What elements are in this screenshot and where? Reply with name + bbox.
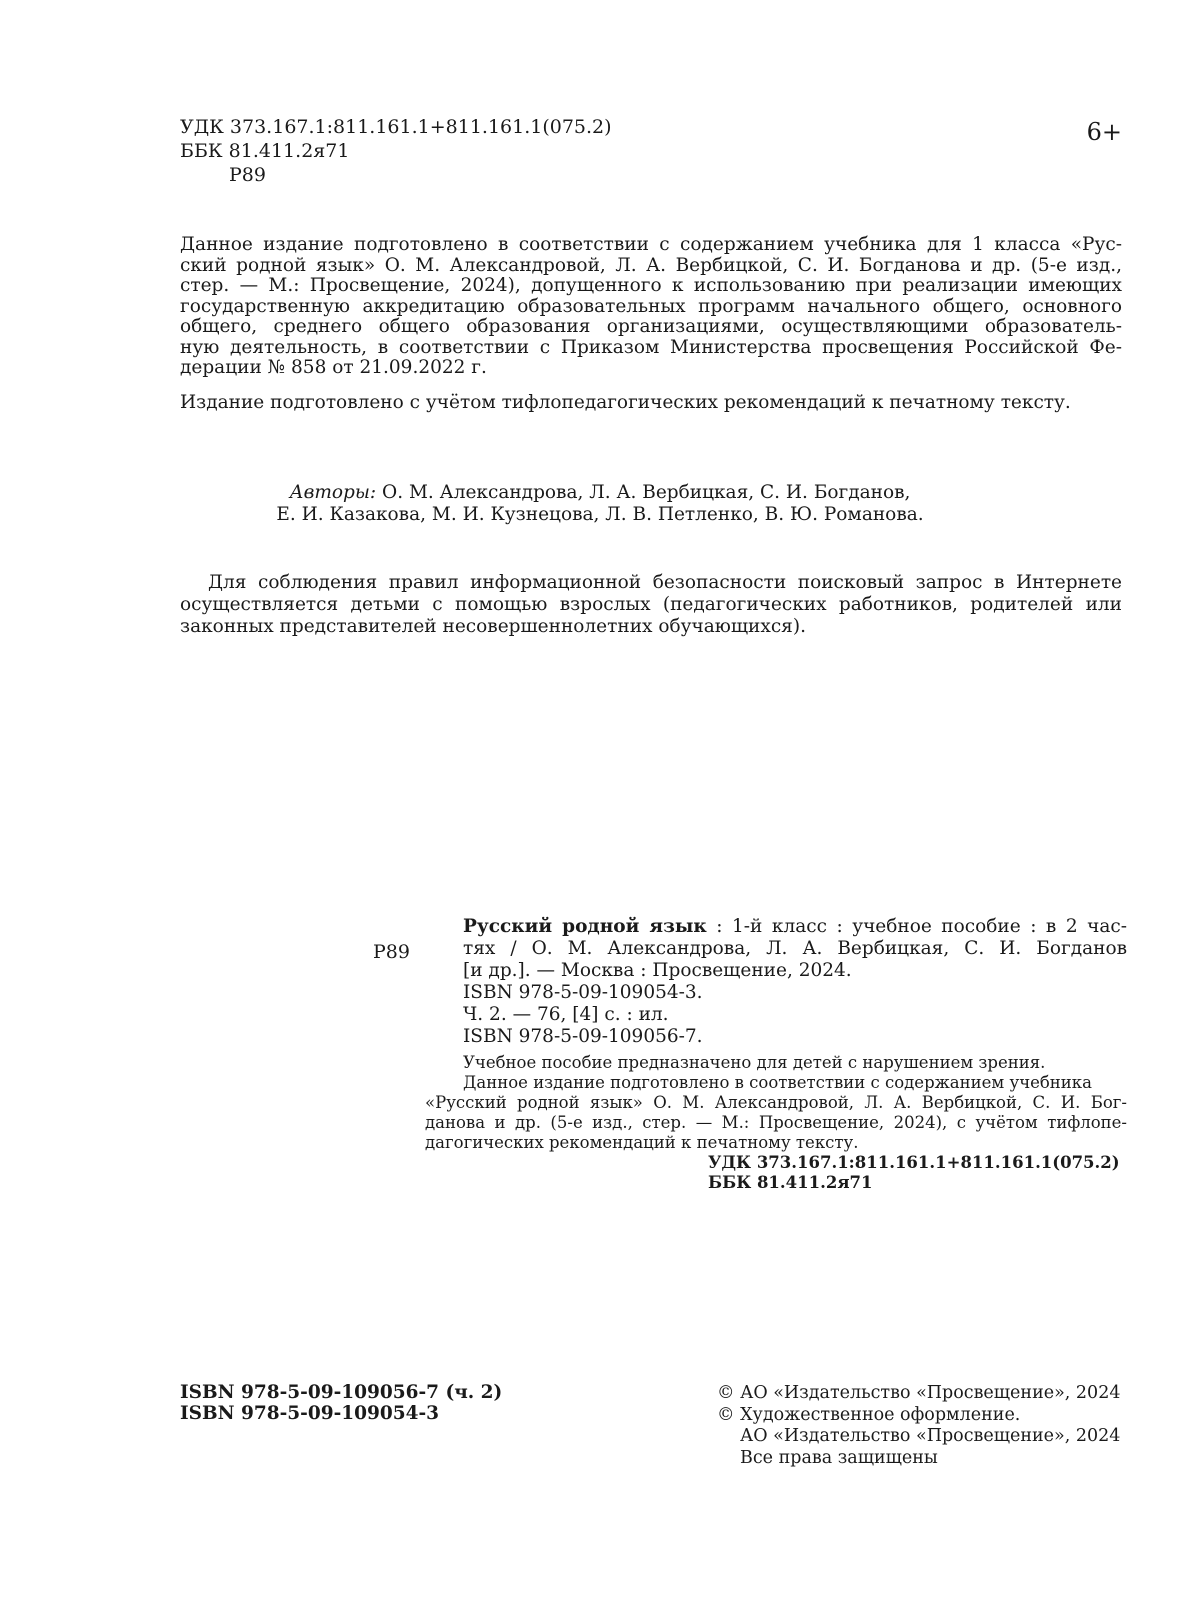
card-bbk: ББК 81.411.2я71 bbox=[708, 1173, 873, 1192]
intro-line: дерации № 858 от 21.09.2022 г. bbox=[180, 357, 487, 378]
authors-block bbox=[0, 482, 1200, 526]
isbn-block bbox=[180, 1382, 502, 1424]
udk-code: УДК 373.167.1:811.161.1+811.161.1(075.2) bbox=[180, 116, 612, 138]
intro-paragraph bbox=[180, 234, 1122, 378]
card-udk: УДК 373.167.1:811.161.1+811.161.1(075.2) bbox=[708, 1153, 1120, 1172]
copyright-block bbox=[717, 1383, 1120, 1469]
copyright-line: © АО «Издательство «Просвещение», 2024 bbox=[717, 1383, 1121, 1403]
copyright-line: АО «Издательство «Просвещение», 2024 bbox=[740, 1426, 1121, 1446]
isbn-set-line: ISBN 978-5-09-109054-3 bbox=[180, 1403, 440, 1424]
intro-line: стер. — М.: Просвещение, 2024), допущенного к использованию при реализации имеющих bbox=[180, 275, 1122, 296]
author-mark: Р89 bbox=[229, 164, 266, 186]
card-annotation-line: данова и др. (5-е изд., стер. — М.: Просвещение, 2024), с учётом тифлопе- bbox=[425, 1113, 1127, 1132]
card-body bbox=[425, 916, 1127, 1193]
card-isbn-set: ISBN 978-5-09-109054-3. bbox=[463, 982, 703, 1003]
safety-line: Для соблюдения правил информационной безопасности поисковый запрос в Интернете bbox=[208, 572, 1122, 593]
tiflo-note: Издание подготовлено с учётом тифлопедагогических рекомендаций к печатному тексту. bbox=[180, 392, 1071, 413]
copyright-line: © Художественное оформление. bbox=[717, 1404, 1021, 1425]
copyright-line: Все права защищены bbox=[740, 1447, 938, 1468]
card-author-mark: Р89 bbox=[373, 941, 410, 963]
card-annotation-line: Учебное пособие предназначено для детей с нарушением зрения. bbox=[463, 1053, 1046, 1072]
isbn-part-line: ISBN 978-5-09-109056-7 (ч. 2) bbox=[180, 1382, 503, 1403]
age-rating: 6+ bbox=[1086, 118, 1122, 146]
card-part: Ч. 2. — 76, [4] с. : ил. bbox=[463, 1004, 669, 1025]
intro-line: ский родной язык» О. М. Александровой, Л. А. Вербицкой, С. И. Богданова и др. (5-е изд., bbox=[180, 254, 1122, 276]
safety-notice bbox=[180, 572, 1122, 638]
intro-line: ную деятельность, в соответствии с Приказом Министерства просвещения Российской Фе- bbox=[180, 336, 1122, 358]
card-annotation-line: Данное издание подготовлено в соответствии с содержанием учебника bbox=[463, 1073, 1092, 1092]
authors-line-1: О. М. Александрова, Л. А. Вербицкая, С. И. Богданов, bbox=[376, 482, 911, 503]
card-annotation-line: дагогических рекомендаций к печатному тексту. bbox=[425, 1133, 859, 1152]
intro-line: Данное издание подготовлено в соответствии с содержанием учебника для 1 класса «Рус- bbox=[180, 234, 1122, 255]
authors-label: Авторы: bbox=[289, 482, 377, 503]
card-title-rest: : 1-й класс : учебное пособие : в 2 час- bbox=[706, 916, 1127, 937]
safety-line: осуществляется детьми с помощью взрослых (педагогических работников, родителей или bbox=[180, 594, 1122, 615]
authors-line-2: Е. И. Казакова, М. И. Кузнецова, Л. В. Петленко, В. Ю. Романова. bbox=[276, 504, 924, 525]
card-annotation-line: «Русский родной язык» О. М. Александровой, Л. А. Вербицкой, С. И. Бог- bbox=[425, 1093, 1127, 1112]
card-line: тях / О. М. Александрова, Л. А. Вербицкая, С. И. Богданов bbox=[463, 938, 1127, 959]
card-line: [и др.]. — Москва : Просвещение, 2024. bbox=[463, 960, 852, 981]
intro-line: общего, среднего общего образования организациями, осуществляющими образователь- bbox=[180, 316, 1122, 337]
card-title: Русский родной язык bbox=[463, 916, 707, 937]
classification-codes bbox=[180, 117, 612, 189]
card-isbn-part: ISBN 978-5-09-109056-7. bbox=[463, 1026, 703, 1047]
card-title-line bbox=[463, 916, 1127, 938]
intro-line: государственную аккредитацию образовательных программ начального общего, основного bbox=[180, 295, 1122, 317]
bbk-code: ББК 81.411.2я71 bbox=[180, 140, 350, 162]
safety-line: законных представителей несовершеннолетних обучающихся). bbox=[180, 616, 806, 637]
